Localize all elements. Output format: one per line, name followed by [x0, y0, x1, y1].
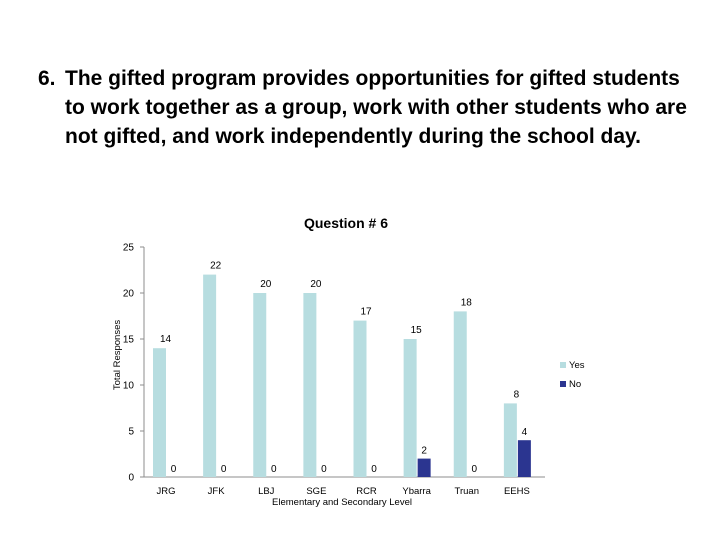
legend-swatch [560, 362, 566, 368]
bar-yes [404, 339, 417, 477]
chart-axes [123, 243, 545, 484]
bar-yes [303, 293, 316, 477]
data-label-yes: 14 [159, 334, 172, 346]
bar-yes [203, 275, 216, 477]
x-axis-title: Elementary and Secondary Level [272, 497, 412, 508]
data-label-yes: 20 [260, 279, 272, 290]
x-tick-label: EEHS [503, 486, 530, 497]
y-tick-label: 10 [122, 380, 134, 392]
data-label-no: 0 [270, 464, 277, 475]
data-label-no: 0 [471, 464, 478, 475]
data-label-yes: 17 [360, 306, 372, 318]
x-tick-label: Ybarra [402, 486, 431, 497]
x-tick-label: JRG [156, 486, 176, 497]
x-tick-label: SGE [306, 486, 327, 497]
data-label-no: 0 [321, 464, 327, 475]
y-tick-label: 25 [122, 242, 134, 254]
bar-yes [153, 348, 166, 477]
data-label-yes: 22 [210, 260, 222, 272]
bar-yes [454, 311, 467, 477]
x-tick-label: Truan [454, 486, 479, 497]
data-label-no: 0 [220, 464, 227, 475]
bar-yes [253, 293, 266, 477]
legend-label: Yes [569, 360, 585, 371]
data-label-no: 4 [521, 427, 528, 439]
chart-title: Question # 6 [303, 215, 389, 231]
x-tick-label: JFK [207, 486, 225, 497]
data-label-yes: 20 [310, 279, 322, 290]
bar-chart [0, 200, 720, 520]
bar-yes [504, 403, 517, 477]
question-text: The gifted program provides opportunities for gifted students to work together as a group, work with other students who are not gifted, and work independently during the school day. [65, 67, 687, 148]
legend-swatch [560, 381, 566, 387]
legend-label: No [569, 379, 582, 390]
bar-yes [354, 321, 367, 477]
data-label-no: 0 [170, 464, 177, 475]
chart-bars [153, 275, 531, 477]
y-tick-label: 15 [122, 334, 134, 346]
bar-no [518, 440, 531, 477]
data-label-yes: 18 [460, 297, 472, 309]
y-axis-title: Total Responses [112, 319, 123, 391]
chart-legend [560, 360, 585, 390]
data-label-yes: 15 [410, 325, 422, 336]
data-label-yes: 8 [513, 389, 520, 401]
data-label-no: 2 [421, 445, 427, 457]
data-label-no: 0 [371, 464, 377, 475]
y-tick-label: 5 [128, 426, 134, 438]
y-tick-label: 20 [122, 288, 134, 300]
y-tick-label: 0 [128, 472, 134, 484]
x-tick-label: RCR [356, 486, 377, 497]
question-heading [38, 64, 698, 151]
x-tick-label: LBJ [258, 486, 275, 497]
question-number: 6. [38, 67, 56, 90]
bar-no [418, 459, 431, 477]
